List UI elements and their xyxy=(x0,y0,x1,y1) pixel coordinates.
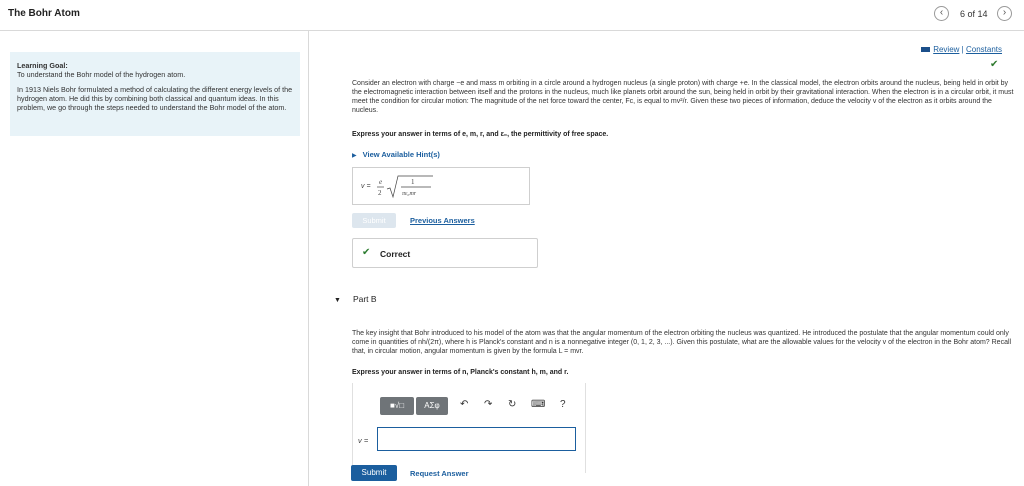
link-separator: | xyxy=(961,45,964,54)
part-a-submit-button[interactable]: Submit xyxy=(352,213,396,228)
formula-coef-den: 2 xyxy=(378,189,382,197)
part-b-submit-button[interactable]: Submit xyxy=(351,465,397,481)
part-b-title: Part B xyxy=(352,294,377,304)
intro-text: In 1913 Niels Bohr formulated a method of calculating the different energy levels of the hydrogen atom. He did this by combining both classical and quantum ideas. In this problem, we go through the steps needed to understand the Bohr model of the atom. xyxy=(17,85,293,112)
page-title: The Bohr Atom xyxy=(8,8,80,19)
view-hints-label: View Available Hint(s) xyxy=(362,150,440,159)
next-item-button[interactable] xyxy=(997,6,1012,21)
math-toolbar xyxy=(380,397,580,415)
chevron-left-icon: ‹ xyxy=(939,7,944,18)
caret-right-icon: ▶ xyxy=(352,153,357,159)
symbols-button[interactable]: ΑΣφ xyxy=(416,397,448,415)
part-a-answer-formula xyxy=(375,173,465,201)
part-b-toggle[interactable] xyxy=(334,294,377,304)
undo-icon[interactable]: ↶ xyxy=(460,399,469,410)
part-b-input-label: v = xyxy=(358,436,369,445)
top-links xyxy=(921,45,1002,54)
previous-answers-link[interactable]: Previous Answers xyxy=(410,216,475,225)
reset-icon[interactable]: ↻ xyxy=(508,399,517,410)
redo-icon[interactable]: ↷ xyxy=(484,399,493,410)
part-a-instruction: Express your answer in terms of e, m, r, and ε₀, the permittivity of free space. xyxy=(352,131,609,138)
previous-item-button[interactable] xyxy=(934,6,949,21)
part-b-instruction: Express your answer in terms of n, Planck's constant h, m, and r. xyxy=(352,369,569,376)
part-b-question: The key insight that Bohr introduced to his model of the atom was that the angular momentum of the electron orbiting the nucleus was quantized. He introduced the postulate that the angular momentum could only come in quantities of nh/(2π), where h is Planck's constant and n is a nonnegative integer (0, 1, 2, 3, ...). Given this postulate, what are the allowable values for the velocity v of the electron in the Bohr atom? Recall that, in circular motion, angular momentum is given by the formula L = mvr. xyxy=(352,330,1012,355)
formula-frac-num: 1 xyxy=(411,178,415,186)
view-hints-toggle[interactable] xyxy=(352,150,440,159)
correct-label: Correct xyxy=(380,249,411,259)
learning-goal-label: Learning Goal: xyxy=(17,61,68,70)
caret-down-icon: ▼ xyxy=(334,297,341,304)
review-icon xyxy=(921,47,930,52)
keyboard-icon[interactable]: ⌨ xyxy=(531,399,546,410)
templates-button[interactable]: ■√□ xyxy=(380,397,414,415)
help-icon[interactable]: ? xyxy=(560,399,566,410)
review-link[interactable]: Review xyxy=(933,45,960,54)
constants-link[interactable]: Constants xyxy=(965,45,1002,54)
part-a-answer-box xyxy=(352,167,530,205)
chevron-right-icon: › xyxy=(1002,7,1007,18)
formula-frac-den: πε₀mr xyxy=(402,191,417,197)
part-b-answer-input[interactable] xyxy=(377,427,576,451)
request-answer-link[interactable]: Request Answer xyxy=(410,469,469,478)
correct-feedback-box xyxy=(352,238,538,268)
part-a-question: Consider an electron with charge −e and mass m orbiting in a circle around a hydrogen nucleus (a single proton) with charge +e. In the classical model, the electron orbits around the nucleus, being held in orbit by the electromagnetic interaction between itself and the protons in the nucleus, much like planets orbit around the sun, being held in orbit by their gravitational interaction. When the electron is in a circular orbit, it must meet the condition for circular motion: The magnitude of the net force toward the center, Fc, is equal to mv²/r. Given these two pieces of information, deduce the velocity v of the electron as it orbits around the nucleus. xyxy=(352,80,1014,114)
part-a-answer-lhs: v = xyxy=(361,183,371,190)
part-a-complete-check-icon: ✔ xyxy=(990,59,999,70)
formula-coef-num: e xyxy=(379,178,383,186)
checkmark-icon: ✔ xyxy=(362,247,371,258)
item-counter: 6 of 14 xyxy=(960,9,988,19)
learning-goal-text: To understand the Bohr model of the hydrogen atom. xyxy=(17,70,186,79)
learning-goal-box xyxy=(10,52,300,136)
header-bar xyxy=(0,0,1024,31)
